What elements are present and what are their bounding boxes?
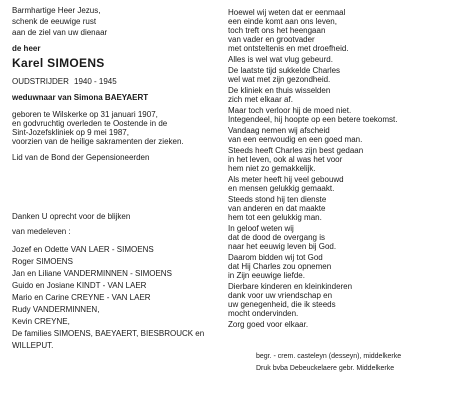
prayer-line-2: schenk de eeuwige rust bbox=[12, 17, 97, 26]
poem-line-20: Steeds stond hij ten dienste bbox=[228, 195, 327, 204]
oudstrijder-label: OUDSTRIJDER bbox=[12, 77, 69, 86]
poem-line-28: in Zijn eeuwige liefde. bbox=[228, 271, 305, 280]
deceased-name bbox=[12, 57, 105, 70]
family-line-8: De families SIMOENS, BAEYAERT, BIESBROUCK en bbox=[12, 329, 205, 338]
family-line-5: Mario en Carine CREYNE - VAN LAER bbox=[12, 293, 151, 302]
name-last: SIMOENS bbox=[47, 56, 105, 70]
family-line-1: Jozef en Odette VAN LAER - SIMOENS bbox=[12, 245, 154, 254]
bio-line-3: Sint-Jozefskliniek op 9 mei 1987, bbox=[12, 128, 129, 137]
poem-line-25: naar het eeuwig leven bij God. bbox=[228, 242, 337, 251]
family-line-4: Guido en Josiane KINDT - VAN LAER bbox=[12, 281, 147, 290]
poem-line-31: uw genegenheid, die ik steeds bbox=[228, 300, 336, 309]
poem-line-11: Maar toch verloor hij de moed niet. bbox=[228, 106, 352, 115]
poem-line-12: Integendeel, hij hoopte op een betere toekomst. bbox=[228, 115, 398, 124]
family-line-9: WILLEPUT. bbox=[12, 341, 54, 350]
undertaker-credit: begr. - crem. casteleyn (desseyn), middelkerke bbox=[256, 353, 402, 360]
poem-line-24: dat de dood de overgang is bbox=[228, 233, 325, 242]
poem-line-32: mocht ondervinden. bbox=[228, 309, 299, 318]
poem-line-15: Steeds heeft Charles zijn best gedaan bbox=[228, 146, 364, 155]
weduwnaar-line bbox=[12, 93, 148, 102]
poem-line-22: hem tot een gelukkig man. bbox=[228, 213, 322, 222]
poem-line-2: een einde komt aan ons leven, bbox=[228, 17, 337, 26]
poem-line-26: Daarom bidden wij tot God bbox=[228, 253, 323, 262]
poem-line-14: van een eenvoudig en een goed man. bbox=[228, 135, 363, 144]
poem-line-27: dat Hij Charles zou opnemen bbox=[228, 262, 332, 271]
poem-line-21: van anderen en dat maakte bbox=[228, 204, 326, 213]
family-line-3: Jan en Liliane VANDERMINNEN - SIMOENS bbox=[12, 269, 172, 278]
poem-line-16: in het leven, ook al was het voor bbox=[228, 155, 343, 164]
poem-line-13: Vandaag nemen wij afscheid bbox=[228, 126, 330, 135]
thanks-line-2: van medeleven : bbox=[12, 227, 71, 236]
thanks-line-1: Danken U oprecht voor de blijken bbox=[12, 212, 131, 221]
weduwnaar-prefix: weduwnaar van bbox=[12, 93, 74, 102]
poem-line-6: Alles is wel wat vlug gebeurd. bbox=[228, 55, 333, 64]
poem-line-7: De laatste tijd sukkelde Charles bbox=[228, 66, 341, 75]
service-years: 1940 - 1945 bbox=[74, 77, 117, 86]
poem-line-3: toch treft ons het heengaan bbox=[228, 26, 326, 35]
poem-line-1: Hoewel wij weten dat er eenmaal bbox=[228, 8, 346, 17]
family-line-2: Roger SIMOENS bbox=[12, 257, 73, 266]
poem-line-29: Dierbare kinderen en kleinkinderen bbox=[228, 282, 353, 291]
prayer-line-1: Barmhartige Heer Jezus, bbox=[12, 6, 101, 15]
bio-line-2: en godvruchtig overleden te Oostende in de bbox=[12, 119, 168, 128]
poem-line-5: met ontsteltenis en met droefheid. bbox=[228, 44, 349, 53]
poem-line-30: dank voor uw vriendschap en bbox=[228, 291, 333, 300]
poem-line-23: In geloof weten wij bbox=[228, 224, 294, 233]
poem-line-8: wel wat met zijn gezondheid. bbox=[228, 75, 331, 84]
membership-line: Lid van de Bond der Gepensioneerden bbox=[12, 153, 150, 162]
family-line-6: Rudy VANDERMINNEN, bbox=[12, 305, 100, 314]
poem-line-18: Als meter heeft hij veel gebouwd bbox=[228, 175, 344, 184]
spouse-name: Simona BAEYAERT bbox=[73, 93, 149, 102]
bio-line-4: voorzien van de heilige sakramenten der zieken. bbox=[12, 137, 184, 146]
poem-line-4: van vader en grootvader bbox=[228, 35, 315, 44]
printer-credit: Druk bvba Debeuckelaere gebr. Middelkerke bbox=[256, 365, 395, 372]
bio-line-1: geboren te Wilskerke op 31 januari 1907, bbox=[12, 110, 158, 119]
poem-line-33: Zorg goed voor elkaar. bbox=[228, 320, 309, 329]
poem-line-9: De kliniek en thuis wisselden bbox=[228, 86, 331, 95]
poem-line-17: hem niet zo gemakkelijk. bbox=[228, 164, 316, 173]
family-line-7: Kevin CREYNE, bbox=[12, 317, 70, 326]
prayer-line-3: aan de ziel van uw dienaar bbox=[12, 28, 108, 37]
poem-line-19: en mensen gelukkig gemaakt. bbox=[228, 184, 335, 193]
de-heer-label: de heer bbox=[12, 44, 41, 53]
poem-line-10: zich met elkaar af. bbox=[228, 95, 293, 104]
name-first: Karel bbox=[12, 56, 48, 70]
